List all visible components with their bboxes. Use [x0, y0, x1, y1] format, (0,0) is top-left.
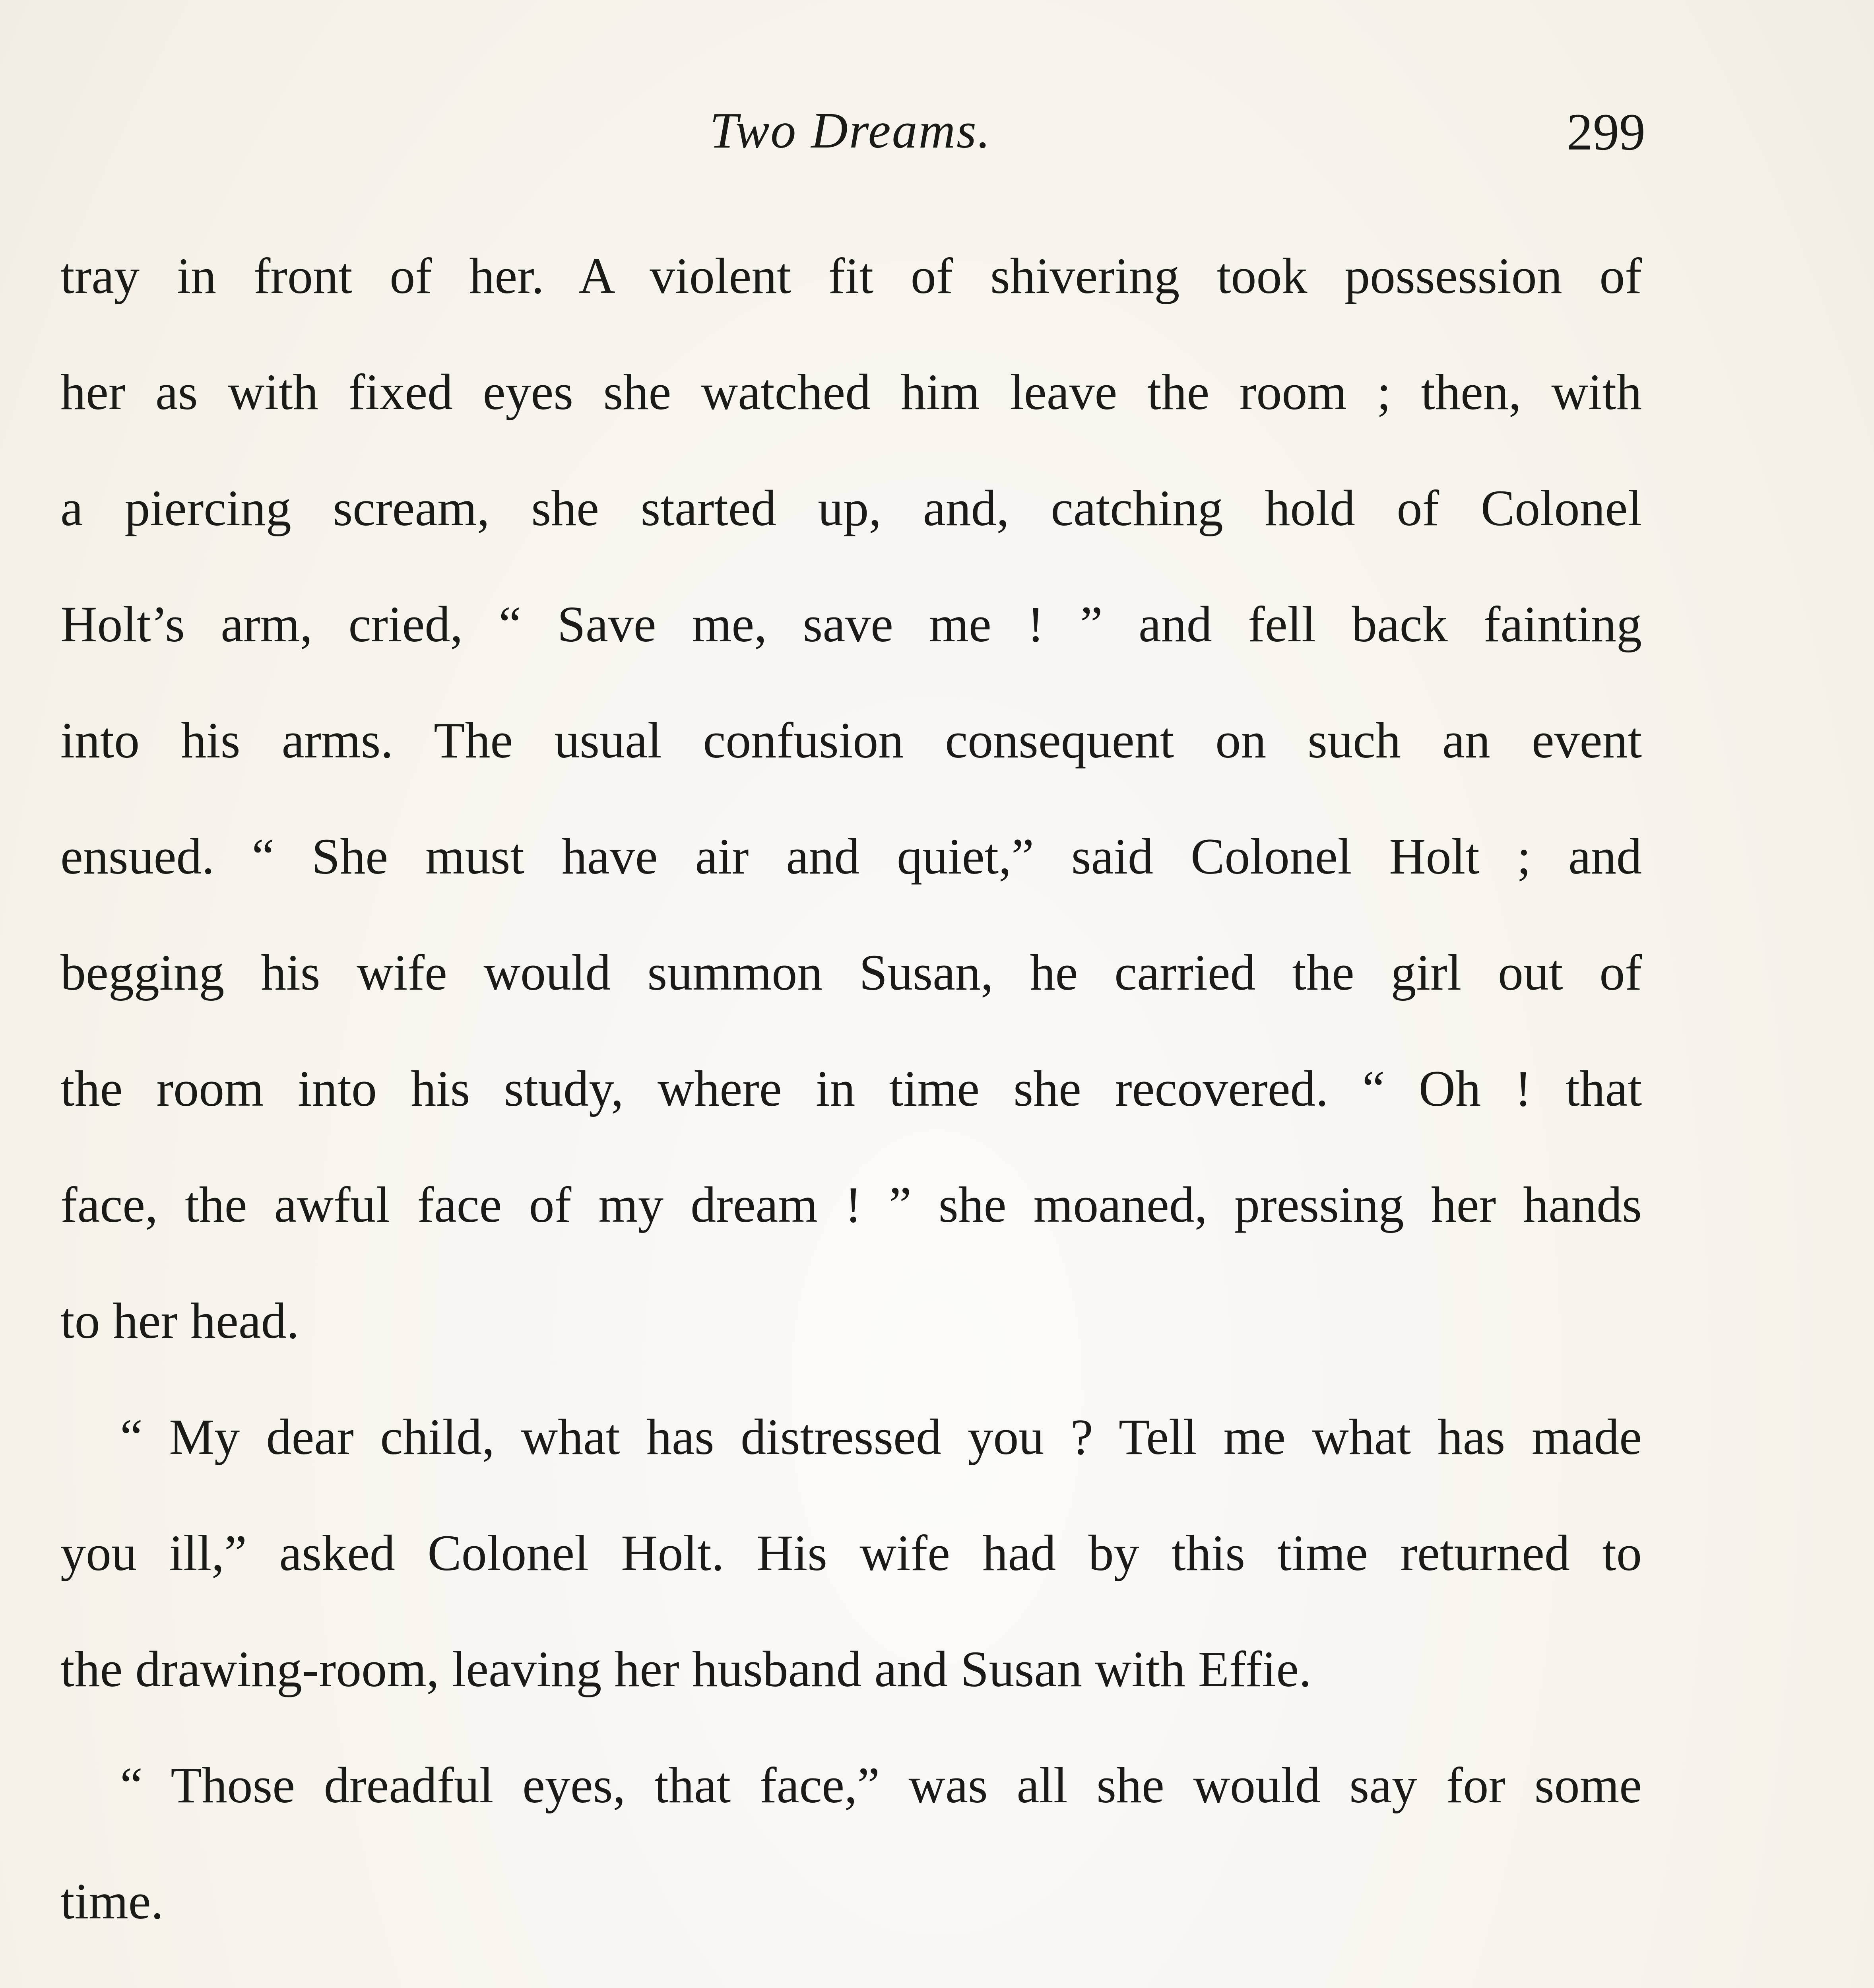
text-line: “ Those dreadful eyes, that face,” was all she would say for some	[120, 1757, 1642, 1813]
text-line: Holt’s arm, cried, “ Save me, save me ! ” and fell back fainting	[60, 596, 1642, 652]
body-text	[60, 218, 1642, 1988]
text-line: the room into his study, where in time she recovered. “ Oh ! that	[60, 1060, 1642, 1117]
text-line: you ill,” asked Colonel Holt. His wife had by this time returned to	[60, 1525, 1642, 1581]
text-line	[60, 1959, 1642, 1988]
running-title: Two Dreams.	[710, 102, 991, 159]
text-line: a piercing scream, she started up, and, catching hold of Colonel	[60, 480, 1642, 536]
page-number: 299	[1567, 103, 1645, 161]
text-line: time.	[60, 1873, 164, 1930]
text-line: the drawing-room, leaving her husband and Susan with Effie.	[60, 1641, 1312, 1697]
text-line: into his arms. The usual confusion consequent on such an event	[60, 712, 1642, 769]
text-line: ensued. “ She must have air and quiet,” said Colonel Holt ; and	[60, 828, 1642, 885]
text-line: face, the awful face of my dream ! ” she moaned, pressing her hands	[60, 1176, 1642, 1233]
text-line: her as with fixed eyes she watched him leave the room ; then, with	[60, 364, 1642, 420]
text-line: begging his wife would summon Susan, he carried the girl out of	[60, 944, 1642, 1001]
text-line: “ My dear child, what has distressed you ? Tell me what has made	[120, 1409, 1642, 1465]
text-line: tray in front of her. A violent fit of shivering took possession of	[60, 248, 1642, 304]
page-header	[60, 101, 1645, 173]
text-line: to her head.	[60, 1293, 299, 1349]
